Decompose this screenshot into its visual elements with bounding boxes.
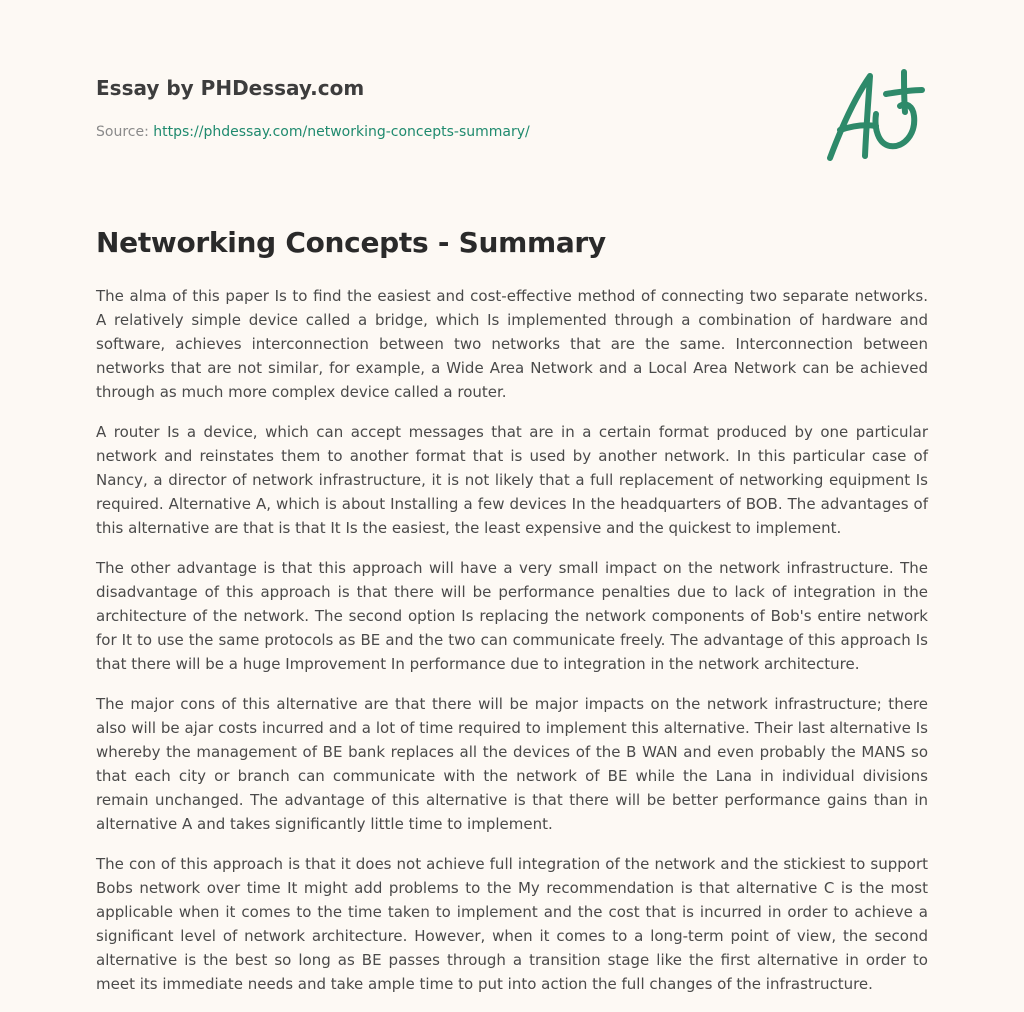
source-label: Source: (96, 124, 154, 140)
article-body (96, 284, 928, 1012)
paragraph: The other advantage is that this approach will have a very small impact on the network infrastructure. The disadvantage of this approach is that there will be performance penalties due to lack of integration in the architecture of the network. The second option Is replacing the network components of Bob's entire network for It to use the same protocols as BE and the two can communicate freely. The advantage of this approach Is that there will be a huge Improvement In performance due to integration in the network architecture. (96, 559, 928, 673)
source-line (96, 124, 530, 140)
a-plus-icon (818, 66, 930, 166)
article-title: Networking Concepts - Summary (96, 226, 606, 259)
site-brand: Essay by PHDessay.com (96, 76, 365, 100)
source-link[interactable]: https://phdessay.com/networking-concepts-summary/ (153, 124, 530, 140)
paragraph: The con of this approach is that it does not achieve full integration of the network and the stickiest to support Bobs network over time It might add problems to the My recommendation is that alternative C is the most applicable when it comes to the time taken to implement and the cost that is incurred in order to achieve a significant level of network architecture. However, when it comes to a long-term point of view, the second alternative is the best so long as BE passes through a transition stage like the first alternative in order to meet its immediate needs and take ample time to put into action the full changes of the infrastructure. (96, 855, 928, 993)
paragraph: The alma of this paper Is to find the easiest and cost-effective method of connecting two separate networks. A relatively simple device called a bridge, which Is implemented through a combination of hardware and software, achieves interconnection between two networks that are the same. Interconnection between networks that are not similar, for example, a Wide Area Network and a Local Area Network can be achieved through as much more complex device called a router. (96, 287, 928, 401)
paragraph: A router Is a device, which can accept messages that are in a certain format produced by one particular network and reinstates them to another format that is used by another network. In this particular case of Nancy, a director of network infrastructure, it is not likely that a full replacement of networking equipment Is required. Alternative A, which is about Installing a few devices In the headquarters of BOB. The advantages of this alternative are that is that It Is the easiest, the least expensive and the quickest to implement. (96, 423, 928, 537)
paragraph: The major cons of this alternative are that there will be major impacts on the network infrastructure; there also will be ajar costs incurred and a lot of time required to implement this alternative. Their last alternative Is whereby the management of BE bank replaces all the devices of the B WAN and even probably the MANS so that each city or branch can communicate with the network of BE while the Lana in individual divisions remain unchanged. The advantage of this alternative is that there will be better performance gains than in alternative A and takes significantly little time to implement. (96, 695, 928, 833)
